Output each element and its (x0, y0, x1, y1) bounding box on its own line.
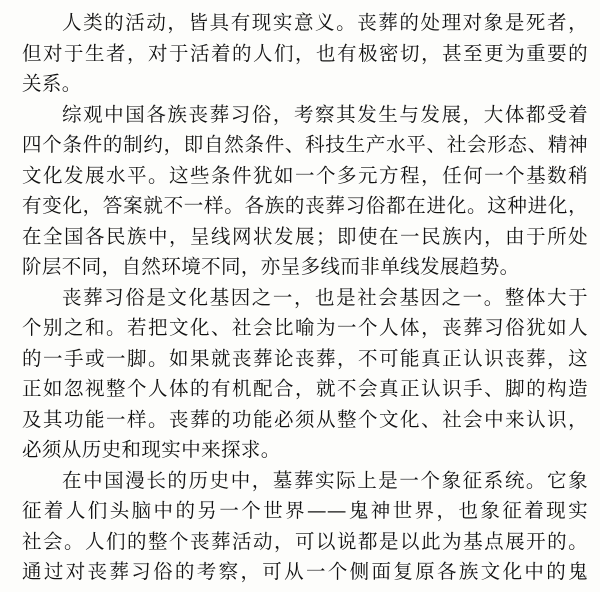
text-line: 社会。人们的整个丧葬活动，可以说都是以此为基点展开的。 (22, 529, 588, 553)
text-line: 综观中国各族丧葬习俗，考察其发生与发展，大体都受着 (62, 102, 588, 126)
text-line: 通过对丧葬习俗的考察，可从一个侧面复原各族文化中的鬼 (22, 560, 588, 583)
text-line: 的一手或一脚。如果就丧葬论丧葬，不可能真正认识丧葬，这 (22, 346, 588, 370)
paragraph-3 (22, 283, 588, 466)
text-line: 有变化，答案就不一样。各族的丧葬习俗都在进化。这种进化， (22, 194, 588, 217)
text-line: 征着人们头脑中的另一个世界——鬼神世界，也象征着现实 (22, 499, 588, 522)
text-line: 关系。 (22, 72, 82, 95)
text-line: 必须从历史和现实中来探求。 (22, 438, 281, 461)
text-line: 丧葬习俗是文化基因之一，也是社会基因之一。整体大于 (62, 285, 588, 309)
text-line: 人类的活动，皆具有现实意义。丧葬的处理对象是死者， (62, 11, 588, 34)
paragraph-1 (22, 8, 588, 100)
body-text (22, 8, 588, 588)
text-line: 但对于生者，对于活着的人们，也有极密切，甚至更为重要的 (22, 41, 588, 65)
text-line: 正如忽视整个人体的有机配合，就不会真正认识手、脚的构造 (22, 377, 588, 400)
text-line: 在中国漫长的历史中，墓葬实际上是一个象征系统。它象 (62, 468, 588, 492)
text-line: 文化发展水平。这些条件犹如一个多元方程，任何一个基数稍 (22, 163, 588, 187)
paragraph-2 (22, 100, 588, 283)
text-line: 在全国各民族中，呈线网状发展；即使在一民族内，由于所处 (22, 224, 588, 248)
paragraph-4 (22, 466, 588, 588)
text-line: 个别之和。若把文化、社会比喻为一个人体，丧葬习俗犹如人 (22, 316, 588, 339)
text-line: 阶层不同，自然环境不同，亦呈多线而非单线发展趋势。 (22, 255, 520, 278)
text-line: 及其功能一样。丧葬的功能必须从整个文化、社会中来认识， (22, 407, 588, 431)
text-line: 四个条件的制约，即自然条件、科技生产水平、社会形态、精神 (22, 133, 588, 156)
